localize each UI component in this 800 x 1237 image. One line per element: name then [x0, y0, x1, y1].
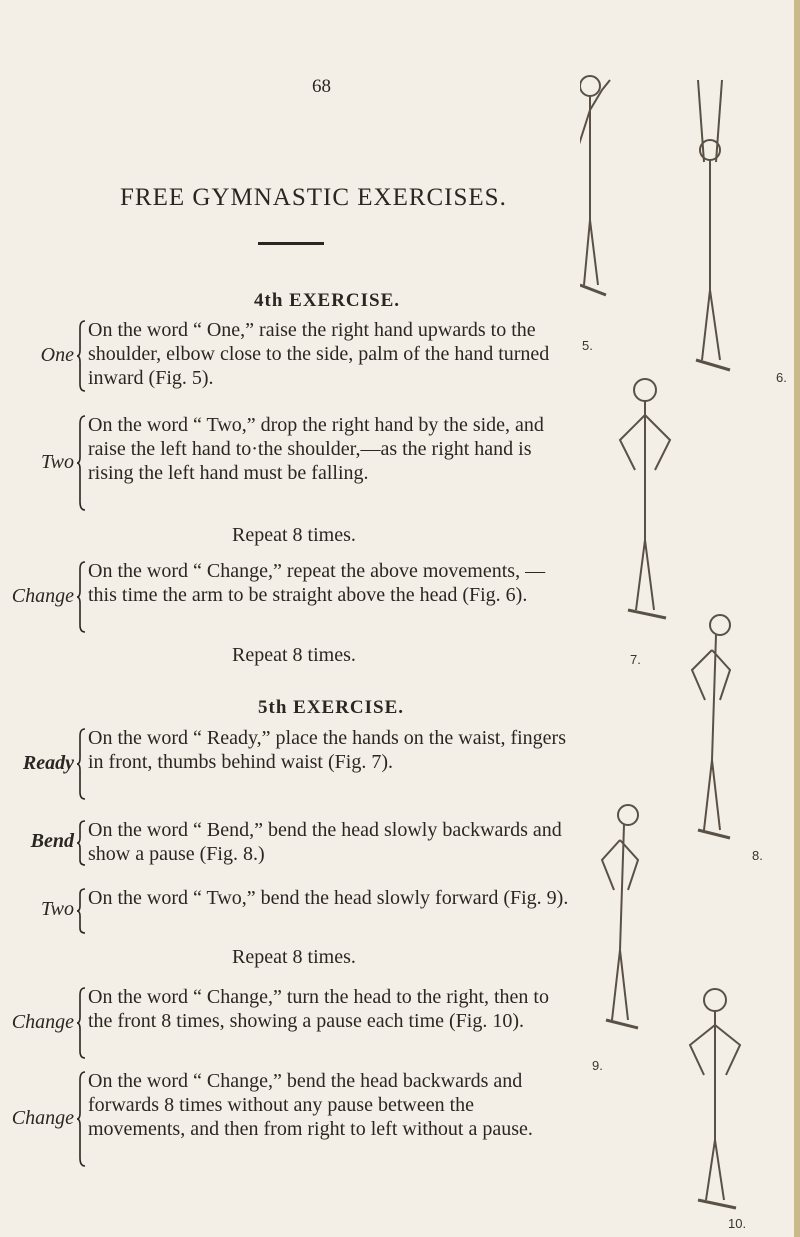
instruction-text: On the word “ Change,” turn the head to the right, then to the front 8 times, showing a pause each time (Fig. 10). [88, 986, 549, 1032]
running-head: FREE GYMNASTIC EXERCISES. [120, 184, 507, 211]
cue-label: Two [41, 898, 74, 920]
exercise-5-item-change-bend [4, 1069, 576, 1141]
brace-icon [76, 415, 86, 511]
instruction-text: On the word “ Change,” bend the head backwards and forwards 8 times without any pause between the movements, and then from right to left without a pause. [88, 1070, 533, 1140]
exercise-5-item-two [4, 886, 576, 920]
figure-10-illustration [690, 989, 740, 1208]
instruction-text: On the word “ One,” raise the right hand upwards to the shoulder, elbow close to the side, palm of the hand turned inward (Fig. 5). [88, 319, 550, 389]
exercise-5-item-ready [4, 726, 576, 774]
instruction-text: On the word “ Bend,” bend the head slowly backwards and show a pause (Fig. 8.) [88, 819, 562, 865]
figure-5-illustration [580, 76, 610, 295]
instruction-text: On the word “ Change,” repeat the above movements, — this time the arm to be straight above the head (Fig. 6). [88, 560, 546, 606]
exercise-4-item-change [4, 559, 576, 607]
brace-icon [76, 561, 86, 633]
brace-icon [76, 320, 86, 392]
brace-icon [76, 820, 86, 866]
instruction-text: On the word “ Two,” bend the head slowly forward (Fig. 9). [88, 887, 569, 909]
exercise-5-repeat-note: Repeat 8 times. [232, 946, 356, 968]
instruction-text: On the word “ Two,” drop the right hand by the side, and raise the left hand to·the shoulder,—as the right hand is rising the left hand must be falling. [88, 414, 544, 484]
cue-label: Change [11, 1011, 74, 1033]
exercise-4-item-one [4, 318, 576, 390]
exercise-4-heading: 4th EXERCISE. [254, 290, 401, 311]
brace-icon [76, 987, 86, 1059]
figure-9-illustration [602, 805, 638, 1028]
exercise-5-item-change-turn [4, 985, 576, 1033]
figure-label: 8. [752, 848, 763, 863]
page-edge [794, 0, 800, 1237]
cue-label: Change [11, 585, 74, 607]
exercise-4-repeat-note: Repeat 8 times. [232, 524, 356, 546]
cue-label: One [40, 344, 74, 366]
divider-rule [258, 242, 324, 245]
figure-6-illustration [696, 80, 730, 370]
brace-icon [76, 1071, 86, 1167]
cue-label: Ready [22, 752, 74, 774]
figure-label: 7. [630, 652, 641, 667]
exercise-4-item-two [4, 413, 576, 485]
cue-label: Two [41, 451, 74, 473]
figure-label: 10. [728, 1216, 747, 1231]
figure-label: 6. [776, 370, 787, 385]
cue-label: Bend [30, 830, 74, 852]
cue-label: Change [11, 1107, 74, 1129]
figure-label: 9. [592, 1058, 603, 1073]
instruction-text: On the word “ Ready,” place the hands on the waist, fingers in front, thumbs behind waist (Fig. 7). [88, 727, 566, 773]
figure-label: 5. [582, 338, 593, 353]
exercise-5-heading: 5th EXERCISE. [258, 697, 405, 718]
figure-8-illustration [692, 615, 730, 838]
page-number: 68 [312, 76, 331, 97]
exercise-4-repeat-note-2: Repeat 8 times. [232, 644, 356, 666]
brace-icon [76, 728, 86, 800]
brace-icon [76, 888, 86, 934]
exercise-5-item-bend [4, 818, 576, 866]
figure-7-illustration [620, 379, 670, 618]
figure-illustrations [580, 70, 800, 1237]
